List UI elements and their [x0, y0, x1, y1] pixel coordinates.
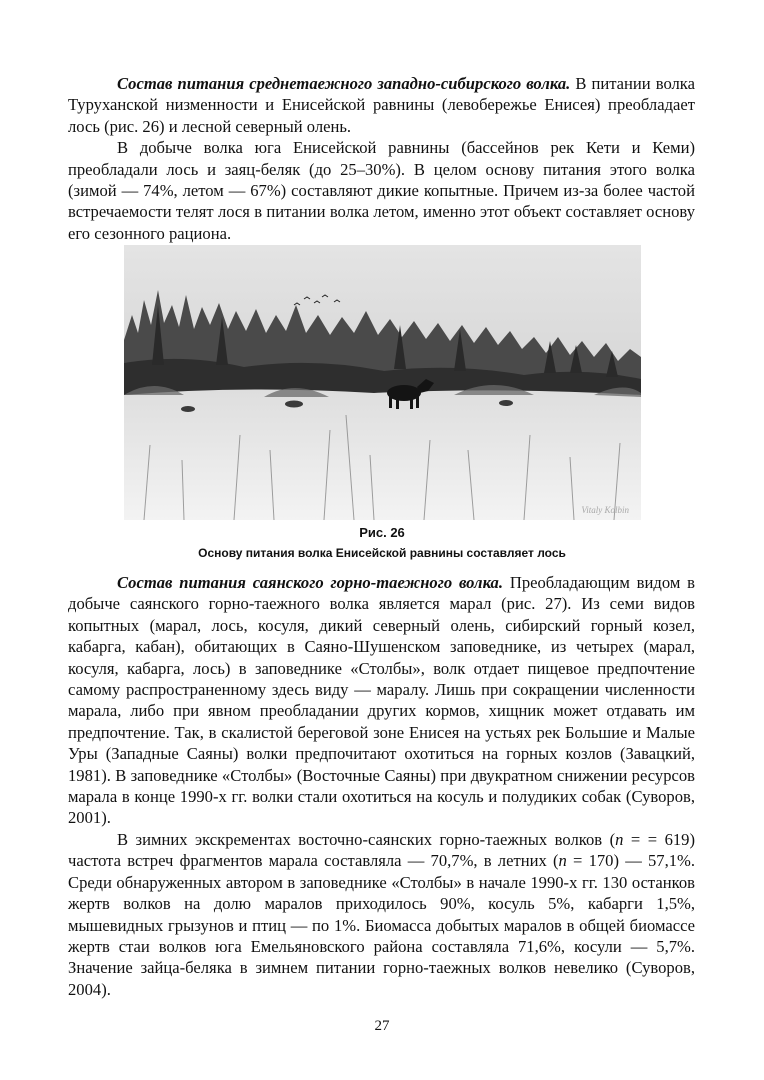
page-number: 27: [374, 1018, 390, 1034]
photo-signature: Vitaly Kolbin: [581, 505, 629, 515]
paragraph: В добыче волка юга Енисейской равнины (бассейнов рек Кети и Кеми) преобладали лось и заяц-беляк (до 25–30%). В целом основу питания этого волка (зимой — 74%, летом — 67%) составляют дикие копытные. Причем из-за более частой встречаемости телят лося в питании волка летом, именно этот объект составляет основу его сезонного рациона.: [68, 138, 695, 243]
section-sayan-wolf: [68, 572, 695, 1000]
figure-number: Рис. 26: [359, 525, 405, 540]
text-fragment: = 170) — 57,1%. Среди обнаруженных автором в заповеднике «Столбы» в начале 1990-х гг. 130 останков жертв волков на долю маралов приходилось 90%, косуль 5%, кабарги 1,5%, мышевидных грызунов и птиц — по 1%. Биомасса добытых маралов в общей биомассе жертв стаи волков юга Емельяновского района составляла 71,6%, косули — 5,7%. Значение зайца-беляка в зимнем питании горно-таежных волков невелико (Суворов, 2004).: [68, 851, 696, 999]
photo-illustration: [124, 245, 641, 520]
text-fragment: = = 619) частота встреч фрагментов марала составляла — 70,7%, в летних (: [68, 829, 695, 871]
paragraph: [68, 829, 695, 1000]
paragraph: [68, 73, 695, 137]
section-west-siberian-wolf: [68, 73, 695, 244]
n-symbol: n: [615, 829, 624, 849]
figure-caption: Основу питания волка Енисейской равнины составляет лось: [198, 546, 566, 560]
section-heading: Состав питания саянского горно-таежного волка.: [117, 573, 504, 592]
figure-photo-moose-and-wolves: [124, 245, 641, 520]
n-symbol: n: [558, 851, 567, 871]
text-fragment: В зимних экскрементах восточно-саянских горно-таежных волков (: [117, 829, 616, 849]
paragraph-text: Преобладающим видом в добыче саянского горно-таежного волка является марал (рис. 27). Из семи видов копытных (марал, лось, косуля, дикий северный олень, сибирский горный козел, кабарга, кабан), обитающих в Саяно-Шушенском заповеднике, из четырех (марал, косуля, кабарга, лось) в заповеднике «Столбы», волк отдает пищевое предпочтение самому распространенному здесь виду — маралу. Лишь при сокращении численности марала, либо при явном преобладании других кормов, хищник может отдавать им предпочтение. Так, в скалистой береговой зоне Енисея на устьях рек Большие и Малые Уры (Западные Саяны) волки предпочитают охотиться на горных козлов (Завацкий, 1981). В заповеднике «Столбы» (Восточные Саяны) при двукратном снижении ресурсов марала в конце 1990-х гг. волки стали охотиться на косуль и полудиких собак (Суворов, 2001).: [68, 573, 695, 828]
paragraph-text: В питании волка Туруханской низменности и Енисейской равнины (левобережье Енисея) преобладает лось (рис. 26) и лесной северный олень.: [68, 74, 695, 136]
paragraph: [68, 572, 695, 829]
section-heading: Состав питания среднетаежного западно-сибирского волка.: [117, 74, 571, 93]
